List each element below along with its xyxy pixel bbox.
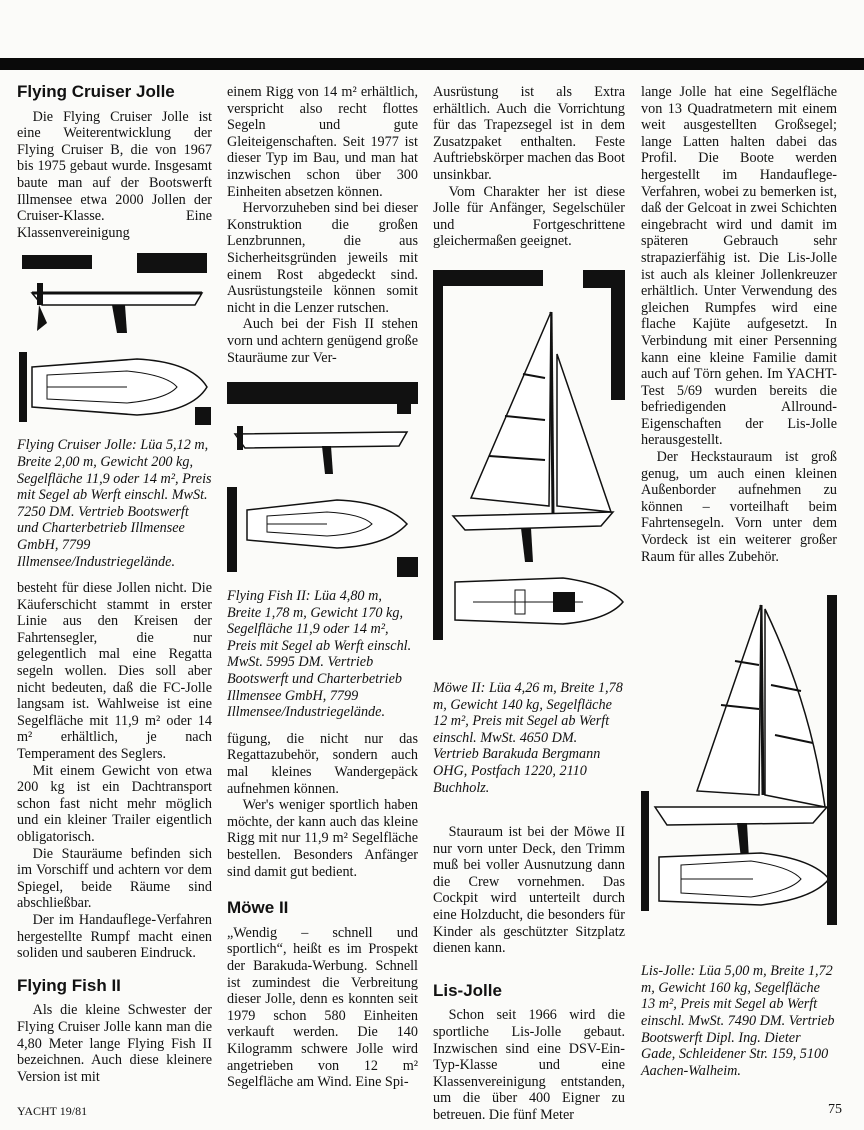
mowe-ii-drawings [433,270,625,640]
footer-issue: YACHT 19/81 [17,1104,88,1118]
paragraph: fügung, die nicht nur das Regattazubehör, sondern auch mal kleines Wandergepäck aufnehmen können. [227,730,418,797]
heading-flying-fish-ii: Flying Fish II [17,975,121,995]
flying-cruiser-top-drawing [17,347,212,427]
header-rule [0,58,864,70]
heading-flying-cruiser-jolle: Flying Cruiser Jolle [17,82,175,101]
paragraph: Auch bei der Fish II stehen vorn und achtern genügend große Stauräume zur Ver- [227,316,418,366]
figure-caption: Flying Fish II: Lüa 4,80 m, Breite 1,78 m, Gewicht 170 kg, Segelfläche 11,9 oder 14 m², Preis mit Segel ab Werft einschl. MwSt. 5995 DM. Vertrieb Bootswerft und Charterbetrieb Illmensee GmbH, 7799 Illmensee/Industriegelände. [227,588,412,721]
figure-caption: Lis-Jolle: Lüa 5,00 m, Breite 1,72 m, Gewicht 160 kg, Segelfläche 13 m², Preis mit Segel ab Werft einschl. MwSt. 7490 DM. Vertrieb Bootswerft Dipl. Ing. Dieter Gade, Schleidener Str. 159, 5100 Aachen-Walheim. [641,963,835,1079]
paragraph: besteht für diese Jollen nicht. Die Käuferschicht stammt in erster Linie aus den Kreisen der Fahrtensegler, die nur gelegentlich mal eine Regatta segeln wollen. Dies soll aber nicht bedeuten, daß die FC-Jolle langsam ist. Wahlweise ist eine Segelfläche mit 11,9 m² oder 14 m² erhältlich, je nach Temperament des Seglers. [17,580,212,763]
heading-mowe-ii: Möwe II [227,898,289,918]
column-1 [17,84,212,1085]
paragraph: einem Rigg von 14 m² erhältlich, verspricht also recht flottes Segeln und gute Gleiteigenschaften. Seit 1977 ist dieser Typ im Bau, und man hat inzwischen schon über 300 Einheiten absetzen können. [227,84,418,200]
paragraph: Ausrüstung ist als Extra erhältlich. Auch die Vorrichtung für das Trapezsegel ist in dem Zusatzpaket enthalten. Feste Auftriebskörper machen das Boot unsinkbar. [433,84,625,183]
paragraph: Hervorzuheben sind bei dieser Konstruktion die großen Lenzbrunnen, die aus Sicherheitsgründen jeweils mit einem Rost abgedeckt sind. Ausrüstungsteile können somit nicht in die Lenzer rutschen. [227,200,418,316]
paragraph: Die Flying Cruiser Jolle ist eine Weiterentwicklung der Flying Cruiser B, die von 1967 bis 1975 gebaut wurde. Insgesamt baute man auf der Bootswerft Illmensee etwa 2000 Jollen der Cruiser-Klasse. Eine Klassenvereinigung [17,108,212,241]
column-2 [227,84,418,1091]
figure-caption: Flying Cruiser Jolle: Lüa 5,12 m, Breite 2,00 m, Gewicht 200 kg, Segelfläche 11,9 oder 14 m², Preis mit Segel ab Werft einschl. MwSt. 7250 DM. Vertrieb Bootswerft und Charterbetrieb Illmensee GmbH, 7799 Illmensee/Industriegelände. [17,437,212,570]
column-3 [433,84,625,1124]
page-number: 75 [828,1102,842,1117]
lis-jolle-drawings [641,595,837,945]
paragraph: Wer's weniger sportlich haben möchte, der kann auch das kleine Rigg mit nur 11,9 m² Segelfläche bestellen. Besonders Anfänger sind damit gut bedient. [227,797,418,880]
figure-caption-distributor: Vertrieb Barakuda Bergmann OHG, Postfach 1220, 2110 Buchholz. [433,746,601,796]
paragraph: Vom Charakter her ist diese Jolle für Anfänger, Segelschüler und Fortgeschrittene gleichermaßen geeignet. [433,183,625,250]
paragraph: Der Heckstauraum ist groß genug, um auch einen kleinen Außenborder aufnehmen zu können – vorteilhaft beim Fahrtensegeln. Vorn unter dem Vordeck ist ein weiterer großer Raum für alles Zubehör. [641,449,837,565]
flying-fish-drawings [227,382,418,582]
paragraph: Die Stauräume befinden sich im Vorschiff und achtern vor dem Spiegel, beide Räume sind abschließbar. [17,845,212,912]
paragraph: Der im Handauflege-Verfahren hergestellte Rumpf macht einen soliden und sauberen Eindruck. [17,911,212,962]
paragraph: Als die kleine Schwester der Flying Cruiser Jolle kann man die 4,80 Meter lange Flying Fish II bezeichnen. Auch diese kleinere Version ist mit [17,1002,212,1085]
heading-lis-jolle: Lis-Jolle [433,980,502,1000]
paragraph: Schon seit 1966 wird die sportliche Lis-Jolle gebaut. Inzwischen sind eine DSV-Ein-Typ-Klasse und eine Klassenvereinigung entstanden, um die über 400 Eigner zu betreuen. Die fünf Meter [433,1007,625,1123]
paragraph: Mit einem Gewicht von etwa 200 kg ist ein Dachtransport schon fast nicht mehr möglich und ein kleiner Trailer eigentlich obligatorisch. [17,762,212,845]
figure-caption: Möwe II: Lüa 4,26 m, Breite 1,78 m, Gewicht 140 kg, Segelfläche 12 m², Preis mit Segel ab Werft einschl. MwSt. 4650 DM. [433,679,623,746]
flying-cruiser-side-drawing [17,253,212,343]
paragraph: „Wendig – schnell und sportlich“, heißt es im Prospekt der Barakuda-Werbung. Schnell ist zumindest die Verbreitung dieser Jolle, denn es konnten seit 1979 schon 580 Einheiten verkauft werden. Die 140 Kilogramm schwere Jolle wird angetrieben von 12 m² Segelfläche am Wind. Eine Spi- [227,924,418,1091]
column-4 [641,84,837,1079]
paragraph: Stauraum ist bei der Möwe II nur vorn unter Deck, den Trimm muß bei voller Ausnutzung dann die Crew vornehmen. Das Cockpit wird unterteilt durch eine Holzducht, die besonders für Kinder als geschützter Sitzplatz dienen kann. [433,824,625,957]
paragraph: lange Jolle hat eine Segelfläche von 13 Quadratmetern mit einem weit ausgestellten Großsegel; lange Latten halten dabei das Profil. Die Boote werden hergestellt im Handauflege-Verfahren, wobei zu bemerken ist, daß der Gelcoat in zwei Schichten eingebracht wird und damit im späteren Gebrauch sehr strapazierfähig ist. Die Lis-Jolle ist auch als kleiner Jollenkreuzer erhältlich. Unter Verwendung des gleichen Rumpfes wird eine flache Kajüte aufgesetzt. In Verbindung mit einer Persenning kann eine kleine Familie damit auch auf Törn gehen. Im YACHT-Test 5/69 wurden bereits die befriedigenden Allround-Eigenschaften der Lis-Jolle herausgestellt. [641,84,837,449]
